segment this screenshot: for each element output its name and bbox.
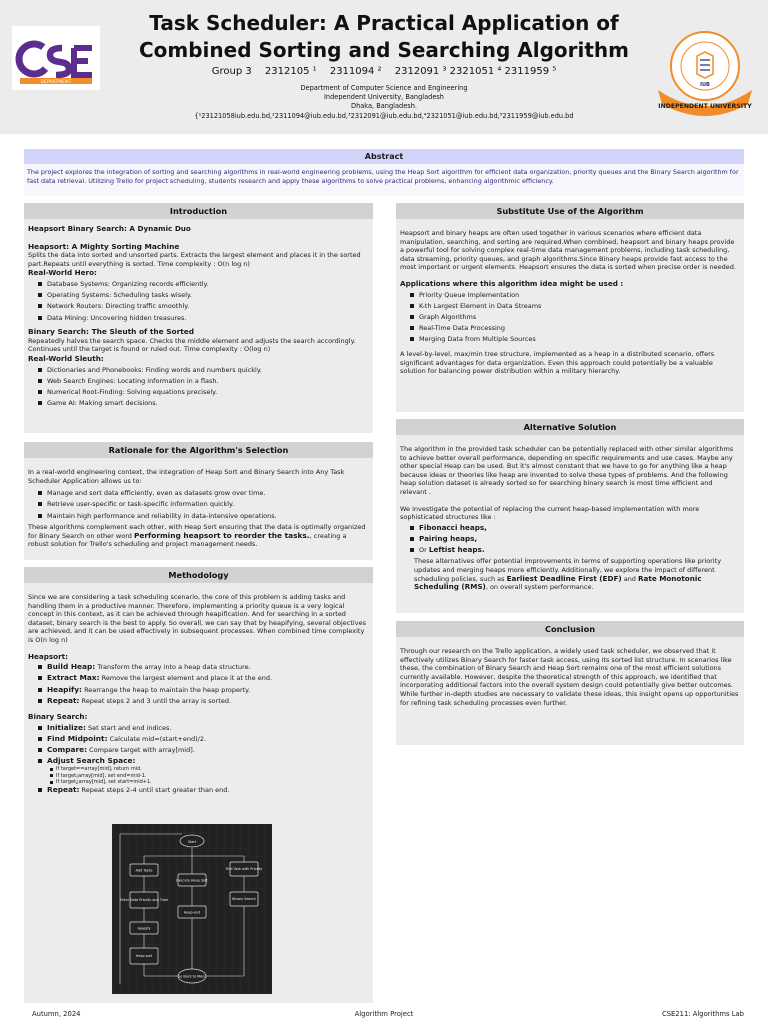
binary-search-steps [38,724,369,766]
structure-name: Fibonacci heaps, [419,522,487,532]
list-item: Numerical Root-Finding: Solving equations precisely. [38,388,369,397]
cse-logo-subtext: DEPARTMENT [40,80,72,85]
task-scheduler-flowchart [112,824,272,994]
abstract-title: Abstract [24,149,744,164]
conclusion-title: Conclusion [396,621,744,637]
list-item: Dictionaries and Phonebooks: Finding words and numbers quickly. [38,366,369,375]
conclusion-text: Through our research on the Trello application, a widely used task scheduler, we observed that it effectively utilizes Binary Search for faster task access, using its sorted list structure. In scenarios like these, the combination of Binary Search and Heap Sort remains one of the most efficient solutions currently available. However, despite the theoretical strength of this approach, we identified that incorporating additional factors into the overall system design could potentially give better outcomes. While further in-depth studies are necessary to validate these ideas, this insight opens up opportunities for refining task scheduling processes even further. [400,647,739,707]
alternative-structures-list [410,524,740,555]
intro-bs-realworld-heading: Real-World Sleuth: [28,353,104,363]
flow-label: Execute Heap Sort [176,878,208,883]
list-item [38,697,369,706]
list-item: Data Mining: Uncovering hidden treasures. [38,314,369,323]
rms-term: Rate Monotonic Scheduling (RMS) [414,573,702,592]
list-item [410,524,740,533]
group-label: Group 3 [211,66,252,77]
alternative-text-1: The algorithm in the provided task scheduler can be potentially replaced with other similar algorithms to achieve better overall performance, depending on specific requirements and use cases. Maybe any other special Heap can be used. But it's almost constant that we have to go for anything like a heap because ideas or theories like heap are invented to solve these types of problems. And the following heap solution dataset is already sorted so for searching binary search is most time efficient and relevant . [400,445,734,496]
iub-seal-name: INDEPENDENT UNIVERSITY [658,103,752,110]
flow-label: Add Tasks [135,868,153,873]
list-item [38,686,369,695]
intro-binary-search-heading: Binary Search: The Sleuth of the Sorted [28,327,195,337]
list-item: Game AI: Making smart decisions. [38,399,369,408]
rationale-outro [28,523,369,549]
flow-label: Enter Data Priority and Time [119,898,169,902]
list-item: Manage and sort data efficiently, even as datasets grow over time. [38,489,369,498]
step-label: Build Heap: [47,662,96,672]
heapsort-steps [38,663,369,705]
substitute-text-2: A level-by-level, max/min tree structure, implemented as a heap in a distributed scenario, offers significant advantages for data organization. Even this approach could potentially be a valuable solution for balancing power distribution within a military hierarchy. [400,349,715,376]
author-line [110,66,658,77]
intro-heap-realworld-heading: Real-World Hero: [28,268,97,278]
footer-semester: Autumn, 2024 [32,1010,81,1018]
intro-binary-search-text: Repeatedly halves the search space. Checks the middle element and adjusts the search accordingly. Continues until the target is found or ruled out. Time complexity : O(log n) [28,336,356,354]
intro-bs-realworld-list [38,366,369,408]
structure-name: Pairing heaps, [419,533,478,543]
list-item: K-th Largest Element in Data Streams [410,302,740,311]
rationale-outro-end: , creating a robust solution for Trello's scheduling and project management needs. [28,531,347,549]
step-label: Repeat: [47,695,80,705]
title-line-1: Task Scheduler: A Practical Application of [149,11,619,35]
intro-headline: Heapsort Binary Search: A Dynamic Duo [28,224,191,233]
list-item: Priority Queue Implementation [410,291,740,300]
step-label: Compare: [47,745,88,755]
rationale-title: Rationale for the Algorithm's Selection [24,442,373,458]
alt-p3-end: , on overall system performance. [485,583,594,592]
list-item: Maintain high performance and reliability in data-intensive operations. [38,512,369,521]
rationale-intro: In a real-world engineering context, the integration of Heap Sort and Binary Search into Any Task Scheduler Application allows us to: [28,468,345,485]
rationale-outro-bold: Performing heapsort to reorder the tasks. [133,530,310,540]
list-item [38,724,369,733]
list-item: If target¿array[mid], set start=mid+1. [50,779,369,785]
list-item [38,757,369,766]
poster-title [110,10,658,64]
list-item: Real-Time Data Processing [410,324,740,333]
flow-label: Heap sort [135,954,153,958]
alternative-title: Alternative Solution [396,419,744,435]
poster-footer [0,1005,768,1024]
intro-heap-realworld-list [38,280,369,322]
affil-university: Independent University, Bangladesh [323,93,444,102]
list-item: Graph Algorithms [410,313,740,322]
flow-label-start: Start [187,840,197,844]
conclusion-panel [396,621,744,745]
abstract-text: The project explores the integration of sorting and searching algorithms in real-world engineering problems, using the Heap Sort algorithm for efficient data organization, priority queues and the Binary Search algorithm for fast data retrieval. Utilizing Trello for project scheduling, students research and apply these algorithms to solve practical problems, enhancing algorithmic efficiency. [27,168,739,185]
list-item [38,663,369,672]
alternative-text-3 [414,557,740,591]
cse-department-logo [12,26,100,90]
flow-label: Go Back to Menu [177,974,207,979]
substitute-text: Heapsort and binary heaps are often used together in various scenarios where efficient data manipulation, searching, and sorting are required.When combined, heapsort and binary heaps provide a powerful tool for solving complex real-time data management problems, including task scheduling, data streaming, priority queues, and graph algorithms.Since Binary heaps provide fast access to the most important or urgent elements. Heapsort ensures the data is sorted when precise order is needed. [400,229,736,272]
step-label: Extract Max: [47,673,100,683]
list-item [410,546,740,555]
list-item: If target==array[mid], return mid. [50,766,369,772]
step-text: Repeat steps 2-4 until start greater than end. [79,786,230,795]
flow-label: Find Task with Priority [225,867,263,871]
alt-p3-and: and [621,574,639,583]
step-text: Calculate mid=(start+end)/2. [107,735,207,744]
rationale-list [38,489,369,520]
list-item [38,786,369,795]
list-item [38,746,369,755]
rationale-outro-text: These algorithms complement each other, with Heap Sort ensuring that the data is optimally organized for Binary Search on other word [28,523,366,540]
rationale-panel [24,442,373,560]
abstract-section [24,149,744,196]
flow-label: Heap-end [183,910,201,915]
list-item: Web Search Engines: Locating information in a flash. [38,377,369,386]
binary-search-repeat [38,786,369,795]
independent-university-seal [652,24,758,122]
step-text: Repeat steps 2 and 3 until the array is sorted. [79,696,232,705]
affil-city: Dhaka, Bangladesh. [351,102,417,111]
introduction-title: Introduction [24,203,373,219]
flow-label: Binary Search [232,897,256,901]
list-item: Database Systems: Organizing records efficiently. [38,280,369,289]
list-item: Network Routers: Directing traffic smoothly. [38,302,369,311]
alt-p3-text: These alternatives offer potential improvements in terms of supporting operations like priority updates and merging heaps more efficiently. Additionally, we explore the impact of different scheduling policies, such as [414,557,722,583]
structure-prefix: Or [419,546,429,555]
affil-emails: {¹23121058iub.edu.bd,²2311094@iub.edu.bd,³2312091@iub.edu.bd,⁴2321051@iub.edu.bd,⁵2311959@iub.edu.bd [194,111,574,120]
introduction-panel [24,203,373,433]
step-label: Heapify: [47,684,82,694]
substitute-panel [396,203,744,412]
substitute-apps-heading: Applications where this algorithm idea might be used : [400,278,624,288]
alternative-text-2: We investigate the potential of replacing the current heap-based implementation with more sophisticated structures like : [400,504,700,522]
step-label: Adjust Search Space: [47,756,136,766]
list-item [38,735,369,744]
intro-heapsort-heading: Heapsort: A Mighty Sorting Machine [28,241,180,251]
author-2: 2311094 ² [329,66,382,77]
step-text: Compare target with array[mid]. [87,746,195,755]
list-item [38,674,369,683]
list-item: Merging Data from Multiple Sources [410,335,740,344]
affiliation [110,84,658,121]
step-label: Find Midpoint: [47,734,108,744]
step-text: Transform the array into a heap data structure. [95,663,251,672]
methodology-heapsort-heading: Heapsort: [28,651,68,661]
step-text: Rearrange the heap to maintain the heap property. [82,685,251,694]
structure-name: Leftist heaps. [428,545,485,555]
adjust-search-list [50,766,369,785]
author-1: 2312105 ¹ [264,66,317,77]
substitute-title: Substitute Use of the Algorithm [396,203,744,219]
substitute-apps-list [410,291,740,344]
title-line-2: Combined Sorting and Searching Algorithm [138,38,629,62]
edf-term: Earliest Deadline First (EDF) [506,573,622,583]
footer-course: CSE211: Algorithms Lab [661,1010,744,1018]
affil-department: Department of Computer Science and Engineering [300,84,468,92]
list-item: If target¡array[mid], set end=mid-1. [50,773,369,779]
flow-label: Heapify [137,926,151,931]
list-item: Operating Systems: Scheduling tasks wisely. [38,291,369,300]
list-item [410,535,740,544]
step-label: Initialize: [47,722,86,732]
iub-seal-short: IUB [700,82,710,88]
methodology-binary-search-heading: Binary Search: [28,712,88,722]
methodology-intro: Since we are considering a task scheduling scenario, the core of this problem is adding tasks and handling them in a productive manner. Therefore, implementing a priority queue is a very logical concept in this context, as it can be achieved through heapification. And for searching in a sorted dataset, binary search is the best to apply. So overall, we can say that by heapifying, several objectives are achieved, and it can be used effectively in subsequent processes. When combined time complexity is O(n log n) [28,593,366,644]
author-3-5: 2312091 ³ 2321051 ⁴ 2311959 ⁵ [394,66,557,77]
methodology-title: Methodology [24,567,373,583]
step-text: Remove the largest element and place it at the end. [99,674,273,683]
alternative-panel [396,419,744,613]
list-item: Retrieve user-specific or task-specific information quickly. [38,500,369,509]
step-label: Repeat: [47,785,80,795]
step-text: Set start and end indices. [85,723,172,732]
poster-header [0,0,768,134]
intro-heapsort-text: Splits the data into sorted and unsorted parts. Extracts the largest element and places it in the sorted part.Repeats until everything is sorted. Time complexity : O(n log n) [28,251,361,268]
footer-project: Algorithm Project [354,1010,414,1018]
